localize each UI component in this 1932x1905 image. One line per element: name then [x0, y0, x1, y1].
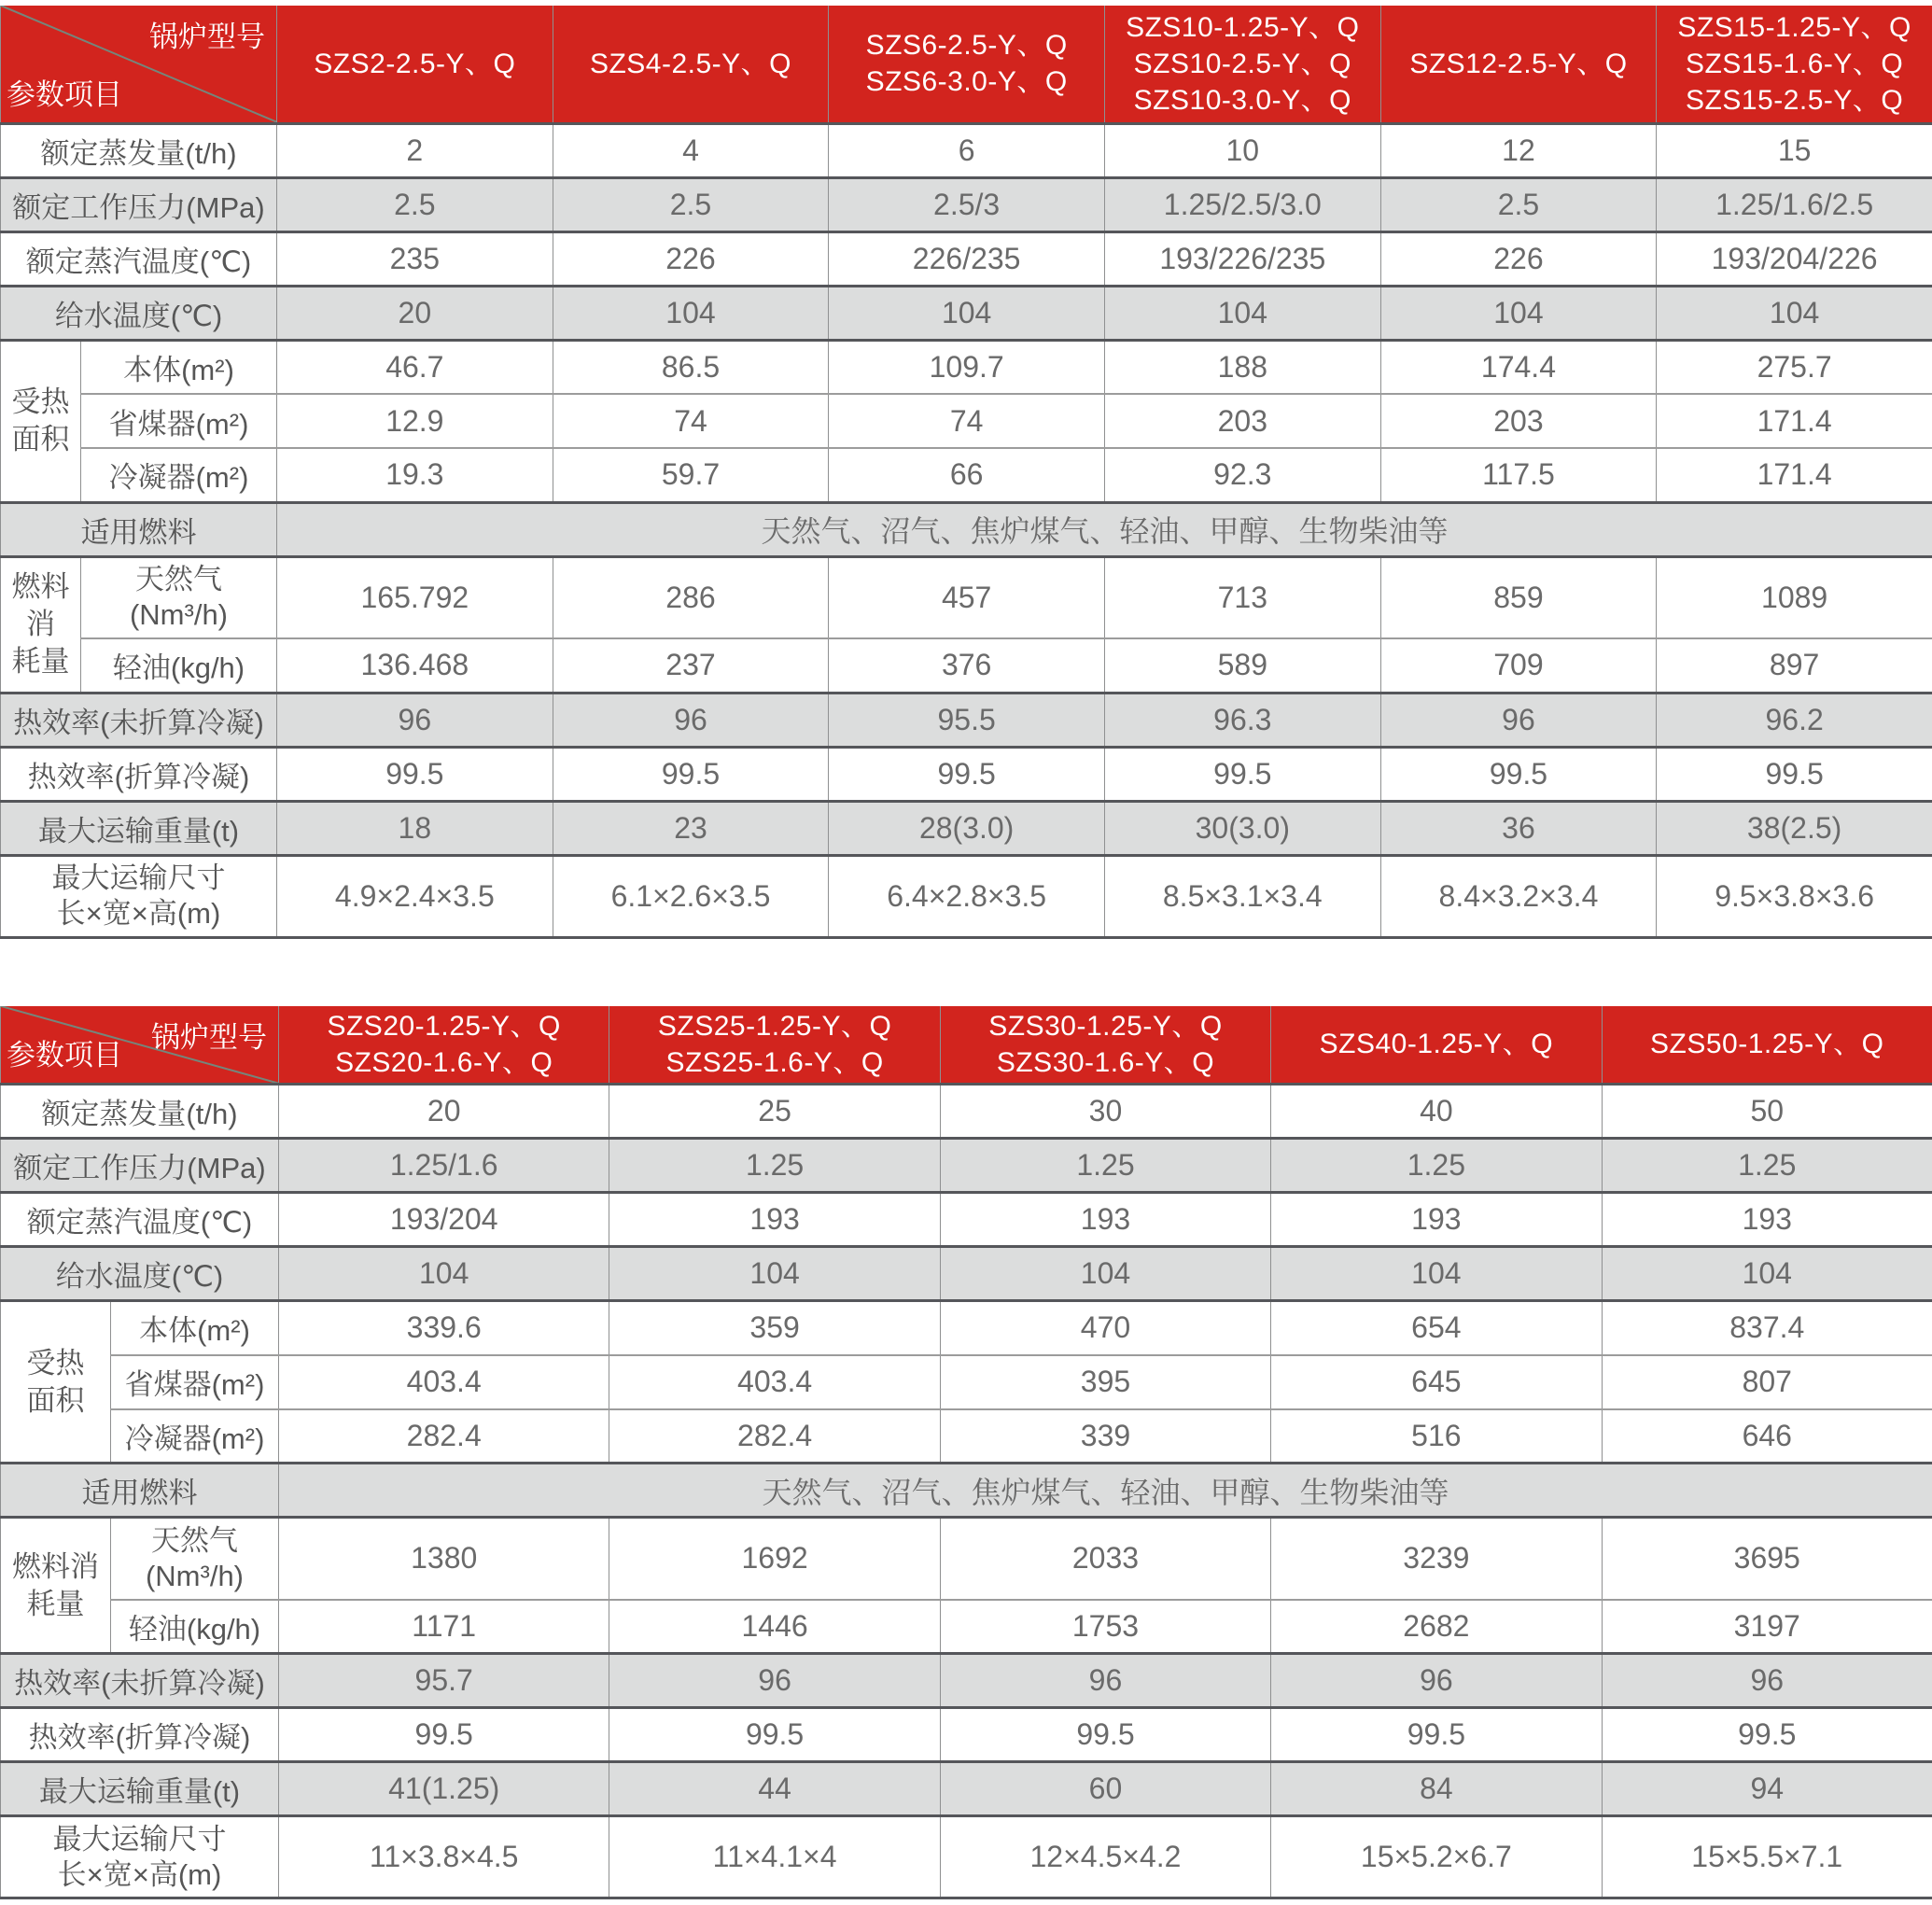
group-label-line: 受热 [26, 1346, 85, 1380]
subparam-label-cell [81, 394, 277, 448]
table-row [1, 747, 1932, 801]
value-cell: 96 [940, 1654, 1270, 1708]
table-subrow [1, 1518, 1932, 1600]
model-header-row [1, 1006, 1932, 1085]
value-cell: 226 [1380, 231, 1657, 286]
label-text: 给水温度(℃) [54, 299, 223, 332]
model-name-line: SZS50-1.25-Y、Q [1650, 1029, 1884, 1060]
table-row [1, 502, 1932, 556]
label-text: 热效率(未折算冷凝) [13, 706, 264, 739]
label-text: 适用燃料 [80, 515, 197, 549]
value-cell: 1.25/1.6 [279, 1139, 609, 1193]
value-cell: 6 [829, 123, 1105, 177]
value-cell: 457 [829, 556, 1105, 638]
value-cell: 188 [1104, 340, 1380, 394]
value-cell: 96 [277, 693, 553, 747]
param-label-cell [1, 1762, 279, 1816]
param-label-cell [1, 231, 277, 286]
value-cell: 654 [1271, 1301, 1602, 1355]
model-header-cell [277, 6, 553, 123]
model-name-line: SZS6-3.0-Y、Q [865, 66, 1068, 98]
value-cell: 193 [1602, 1193, 1932, 1247]
label-text: 热效率(折算冷凝) [28, 1721, 251, 1754]
value-cell: 38(2.5) [1657, 801, 1932, 855]
value-cell: 44 [609, 1762, 940, 1816]
value-cell: 645 [1271, 1355, 1602, 1409]
value-cell: 60 [940, 1762, 1270, 1816]
subparam-label-cell [111, 1409, 279, 1464]
model-name-line: SZS30-1.6-Y、Q [996, 1046, 1215, 1078]
value-cell: 403.4 [279, 1355, 609, 1409]
table-subrow [1, 1600, 1932, 1654]
label-text: 额定蒸汽温度(℃) [26, 1206, 253, 1239]
value-cell: 1.25 [940, 1139, 1270, 1193]
group-label-cell [1, 340, 81, 502]
model-header-cell [553, 6, 829, 123]
label-text: 额定蒸发量(t/h) [41, 1098, 238, 1130]
value-cell: 1.25/2.5/3.0 [1104, 177, 1380, 231]
table-row [1, 1464, 1932, 1518]
value-cell: 136.468 [277, 638, 553, 693]
value-cell: 96 [1380, 693, 1657, 747]
table-row [1, 693, 1932, 747]
table-subrow [1, 340, 1932, 394]
value-cell: 96.2 [1657, 693, 1932, 747]
model-name-line: SZS2-2.5-Y、Q [314, 48, 516, 79]
spec-table-szs2-to-szs15 [0, 6, 1932, 939]
model-header-row [1, 6, 1932, 123]
subparam-label-cell [111, 1600, 279, 1654]
value-cell: 235 [277, 231, 553, 286]
label-line: (Nm³/h) [129, 598, 229, 632]
param-label-cell [1, 1085, 279, 1139]
param-label-cell [1, 1464, 279, 1518]
model-header-cell [1657, 6, 1932, 123]
value-cell: 104 [940, 1247, 1270, 1301]
value-cell: 104 [1271, 1247, 1602, 1301]
value-cell: 1.25 [1271, 1139, 1602, 1193]
table-row [1, 1654, 1932, 1708]
label-line: 长×宽×高(m) [57, 1857, 222, 1891]
value-cell: 395 [940, 1355, 1270, 1409]
label-text: 热效率(折算冷凝) [27, 760, 250, 793]
value-cell: 8.4×3.2×3.4 [1380, 855, 1657, 937]
value-cell: 193/204/226 [1657, 231, 1932, 286]
value-cell: 4.9×2.4×3.5 [277, 855, 553, 937]
model-name-line: SZS15-1.6-Y、Q [1685, 48, 1904, 79]
param-label-cell [1, 123, 277, 177]
value-cell: 807 [1602, 1355, 1932, 1409]
value-cell: 203 [1104, 394, 1380, 448]
value-cell: 99.5 [940, 1708, 1270, 1762]
value-cell: 74 [829, 394, 1105, 448]
value-cell: 589 [1104, 638, 1380, 693]
value-cell: 109.7 [829, 340, 1105, 394]
value-cell: 516 [1271, 1409, 1602, 1464]
table-subrow [1, 448, 1932, 502]
table-row [1, 1247, 1932, 1301]
value-cell: 20 [279, 1085, 609, 1139]
value-cell: 470 [940, 1301, 1270, 1355]
value-cell: 2682 [1271, 1600, 1602, 1654]
subparam-label-cell [81, 340, 277, 394]
value-cell: 1.25/1.6/2.5 [1657, 177, 1932, 231]
value-cell: 104 [609, 1247, 940, 1301]
value-cell: 646 [1602, 1409, 1932, 1464]
value-cell: 1171 [279, 1600, 609, 1654]
model-name-line: SZS30-1.25-Y、Q [988, 1010, 1223, 1042]
value-cell: 50 [1602, 1085, 1932, 1139]
value-cell: 11×4.1×4 [609, 1816, 940, 1898]
value-cell: 99.5 [609, 1708, 940, 1762]
subparam-label-cell [81, 638, 277, 693]
value-cell: 96.3 [1104, 693, 1380, 747]
label-text: 本体(m²) [123, 353, 234, 386]
table-row [1, 1708, 1932, 1762]
table-subrow [1, 1301, 1932, 1355]
label-text: 额定工作压力(MPa) [12, 190, 265, 224]
label-line: (Nm³/h) [145, 1559, 245, 1592]
label-text: 本体(m²) [139, 1314, 250, 1348]
param-label-cell [1, 747, 277, 801]
corner-param-label: 参数项目 [7, 77, 122, 111]
value-cell: 96 [553, 693, 829, 747]
value-cell: 237 [553, 638, 829, 693]
param-label-cell [1, 1139, 279, 1193]
value-cell: 18 [277, 801, 553, 855]
table-row [1, 286, 1932, 340]
value-cell: 99.5 [1380, 747, 1657, 801]
model-name-line: SZS40-1.25-Y、Q [1319, 1029, 1554, 1060]
value-cell: 8.5×3.1×3.4 [1104, 855, 1380, 937]
param-label-cell [1, 855, 277, 937]
value-cell: 25 [609, 1085, 940, 1139]
value-cell: 12×4.5×4.2 [940, 1816, 1270, 1898]
value-cell: 84 [1271, 1762, 1602, 1816]
value-cell: 837.4 [1602, 1301, 1932, 1355]
value-cell: 193/204 [279, 1193, 609, 1247]
label-text: 轻油(kg/h) [128, 1612, 261, 1646]
value-cell: 74 [553, 394, 829, 448]
label-line: 长×宽×高(m) [56, 897, 221, 930]
value-cell: 171.4 [1657, 394, 1932, 448]
label-text: 额定蒸发量(t/h) [40, 136, 237, 170]
value-cell: 226 [553, 231, 829, 286]
group-label-line: 面积 [11, 423, 70, 455]
value-cell: 1.25 [1602, 1139, 1932, 1193]
value-cell: 226/235 [829, 231, 1105, 286]
value-cell: 104 [1602, 1247, 1932, 1301]
model-name-line: SZS15-2.5-Y、Q [1685, 84, 1904, 116]
value-cell: 99.5 [1271, 1708, 1602, 1762]
group-label-line: 耗量 [26, 1587, 85, 1620]
table-row [1, 123, 1932, 177]
label-line: 最大运输尺寸 [52, 1822, 227, 1856]
label-text: 最大运输重量(t) [37, 814, 240, 847]
param-label-cell [1, 693, 277, 747]
label-text: 轻油(kg/h) [112, 651, 245, 685]
value-cell: 282.4 [279, 1409, 609, 1464]
param-label-cell [1, 1654, 279, 1708]
value-cell: 174.4 [1380, 340, 1657, 394]
value-cell: 709 [1380, 638, 1657, 693]
model-header-cell [940, 1006, 1270, 1085]
corner-header-cell [1, 1006, 279, 1085]
fuel-span-cell: 天然气、沼气、焦炉煤气、轻油、甲醇、生物柴油等 [279, 1464, 1932, 1518]
value-cell: 12.9 [277, 394, 553, 448]
table-row [1, 177, 1932, 231]
value-cell: 193 [1271, 1193, 1602, 1247]
value-cell: 96 [1271, 1654, 1602, 1708]
param-label-cell [1, 1193, 279, 1247]
model-name-line: SZS10-2.5-Y、Q [1133, 48, 1351, 79]
table-row [1, 855, 1932, 937]
label-text: 冷凝器(m²) [108, 461, 249, 495]
label-text: 额定工作压力(MPa) [13, 1152, 266, 1184]
group-label-cell [1, 556, 81, 693]
value-cell: 40 [1271, 1085, 1602, 1139]
value-cell: 10 [1104, 123, 1380, 177]
table-subrow [1, 1355, 1932, 1409]
param-label-cell [1, 801, 277, 855]
label-line: 天然气 [151, 1523, 238, 1557]
fuel-span-cell: 天然气、沼气、焦炉煤气、轻油、甲醇、生物柴油等 [277, 502, 1932, 556]
label-text: 热效率(未折算冷凝) [14, 1667, 265, 1700]
param-label-cell [1, 286, 277, 340]
table-subrow [1, 556, 1932, 638]
table-subrow [1, 1409, 1932, 1464]
param-label-cell [1, 177, 277, 231]
value-cell: 9.5×3.8×3.6 [1657, 855, 1932, 937]
value-cell: 2.5/3 [829, 177, 1105, 231]
value-cell: 99.5 [1602, 1708, 1932, 1762]
value-cell: 6.4×2.8×3.5 [829, 855, 1105, 937]
value-cell: 23 [553, 801, 829, 855]
spec-table [0, 6, 1932, 939]
value-cell: 4 [553, 123, 829, 177]
model-name-line: SZS25-1.6-Y、Q [665, 1046, 884, 1078]
value-cell: 99.5 [553, 747, 829, 801]
value-cell: 6.1×2.6×3.5 [553, 855, 829, 937]
corner-param-label: 参数项目 [7, 1039, 122, 1072]
value-cell: 713 [1104, 556, 1380, 638]
value-cell: 12 [1380, 123, 1657, 177]
model-header-cell [609, 1006, 940, 1085]
value-cell: 46.7 [277, 340, 553, 394]
value-cell: 3239 [1271, 1518, 1602, 1600]
value-cell: 171.4 [1657, 448, 1932, 502]
model-name-line: SZS25-1.25-Y、Q [657, 1010, 892, 1042]
value-cell: 286 [553, 556, 829, 638]
value-cell: 95.7 [279, 1654, 609, 1708]
model-name-line: SZS12-2.5-Y、Q [1409, 48, 1628, 79]
table-subrow [1, 638, 1932, 693]
model-header-cell [1602, 1006, 1932, 1085]
value-cell: 282.4 [609, 1409, 940, 1464]
value-cell: 339.6 [279, 1301, 609, 1355]
subparam-label-cell [81, 448, 277, 502]
value-cell: 165.792 [277, 556, 553, 638]
value-cell: 66 [829, 448, 1105, 502]
group-label-line: 面积 [26, 1383, 85, 1417]
value-cell: 104 [279, 1247, 609, 1301]
value-cell: 1089 [1657, 556, 1932, 638]
value-cell: 193/226/235 [1104, 231, 1380, 286]
table-row [1, 1139, 1932, 1193]
value-cell: 275.7 [1657, 340, 1932, 394]
model-name-line: SZS10-1.25-Y、Q [1126, 11, 1360, 43]
param-label-cell [1, 502, 277, 556]
value-cell: 15 [1657, 123, 1932, 177]
value-cell: 117.5 [1380, 448, 1657, 502]
group-label-cell [1, 1518, 111, 1654]
param-label-cell [1, 1816, 279, 1898]
value-cell: 94 [1602, 1762, 1932, 1816]
label-text: 省煤器(m²) [108, 407, 249, 441]
value-cell: 15×5.5×7.1 [1602, 1816, 1932, 1898]
value-cell: 359 [609, 1301, 940, 1355]
group-label-line: 受热 [11, 385, 70, 418]
value-cell: 92.3 [1104, 448, 1380, 502]
value-cell: 30 [940, 1085, 1270, 1139]
value-cell: 897 [1657, 638, 1932, 693]
label-text: 给水温度(℃) [55, 1260, 224, 1293]
model-header-cell [1271, 1006, 1602, 1085]
label-line: 天然气 [135, 563, 222, 596]
value-cell: 1692 [609, 1518, 940, 1600]
value-cell: 1.25 [609, 1139, 940, 1193]
label-text: 冷凝器(m²) [124, 1422, 265, 1455]
value-cell: 193 [940, 1193, 1270, 1247]
value-cell: 2.5 [277, 177, 553, 231]
value-cell: 20 [277, 286, 553, 340]
corner-model-label: 锅炉型号 [151, 1020, 267, 1054]
model-header-cell [279, 1006, 609, 1085]
value-cell: 3695 [1602, 1518, 1932, 1600]
value-cell: 2033 [940, 1518, 1270, 1600]
value-cell: 11×3.8×4.5 [279, 1816, 609, 1898]
group-label-cell [1, 1301, 111, 1464]
value-cell: 193 [609, 1193, 940, 1247]
value-cell: 104 [1657, 286, 1932, 340]
table-row [1, 1085, 1932, 1139]
spec-table [0, 1006, 1932, 1900]
label-text: 额定蒸汽温度(℃) [25, 245, 252, 278]
value-cell: 3197 [1602, 1600, 1932, 1654]
corner-model-label: 锅炉型号 [149, 21, 265, 53]
group-label-line: 燃料消 [12, 1549, 99, 1583]
value-cell: 36 [1380, 801, 1657, 855]
value-cell: 99.5 [277, 747, 553, 801]
value-cell: 1380 [279, 1518, 609, 1600]
value-cell: 86.5 [553, 340, 829, 394]
value-cell: 59.7 [553, 448, 829, 502]
value-cell: 99.5 [1657, 747, 1932, 801]
subparam-label-cell [81, 556, 277, 638]
spec-table-szs20-to-szs50 [0, 1006, 1932, 1900]
value-cell: 99.5 [1104, 747, 1380, 801]
value-cell: 19.3 [277, 448, 553, 502]
value-cell: 376 [829, 638, 1105, 693]
model-name-line: SZS20-1.25-Y、Q [327, 1010, 561, 1042]
table-row [1, 801, 1932, 855]
value-cell: 15×5.2×6.7 [1271, 1816, 1602, 1898]
label-line: 最大运输尺寸 [51, 861, 226, 894]
value-cell: 2.5 [553, 177, 829, 231]
value-cell: 30(3.0) [1104, 801, 1380, 855]
value-cell: 99.5 [279, 1708, 609, 1762]
value-cell: 339 [940, 1409, 1270, 1464]
value-cell: 104 [553, 286, 829, 340]
value-cell: 41(1.25) [279, 1762, 609, 1816]
value-cell: 104 [829, 286, 1105, 340]
model-header-cell [829, 6, 1105, 123]
table-subrow [1, 394, 1932, 448]
value-cell: 1446 [609, 1600, 940, 1654]
model-header-cell [1380, 6, 1657, 123]
value-cell: 96 [1602, 1654, 1932, 1708]
value-cell: 96 [609, 1654, 940, 1708]
subparam-label-cell [111, 1355, 279, 1409]
value-cell: 2 [277, 123, 553, 177]
value-cell: 859 [1380, 556, 1657, 638]
model-name-line: SZS15-1.25-Y、Q [1677, 11, 1911, 43]
value-cell: 28(3.0) [829, 801, 1105, 855]
table-row [1, 1762, 1932, 1816]
table-row [1, 231, 1932, 286]
label-text: 适用燃料 [81, 1477, 198, 1509]
value-cell: 203 [1380, 394, 1657, 448]
value-cell: 99.5 [829, 747, 1105, 801]
table-row [1, 1193, 1932, 1247]
corner-header-cell [1, 6, 277, 123]
model-name-line: SZS20-1.6-Y、Q [335, 1046, 553, 1078]
value-cell: 104 [1380, 286, 1657, 340]
label-text: 最大运输重量(t) [38, 1775, 241, 1808]
model-name-line: SZS4-2.5-Y、Q [589, 48, 792, 79]
model-name-line: SZS6-2.5-Y、Q [865, 30, 1068, 62]
value-cell: 1753 [940, 1600, 1270, 1654]
group-label-line: 燃料消 [11, 570, 70, 640]
model-name-line: SZS10-3.0-Y、Q [1133, 84, 1351, 116]
model-header-cell [1104, 6, 1380, 123]
table-row [1, 1816, 1932, 1898]
value-cell: 2.5 [1380, 177, 1657, 231]
label-text: 省煤器(m²) [124, 1368, 265, 1401]
param-label-cell [1, 1708, 279, 1762]
subparam-label-cell [111, 1518, 279, 1600]
value-cell: 95.5 [829, 693, 1105, 747]
value-cell: 403.4 [609, 1355, 940, 1409]
value-cell: 104 [1104, 286, 1380, 340]
param-label-cell [1, 1247, 279, 1301]
group-label-line: 耗量 [11, 645, 70, 678]
subparam-label-cell [111, 1301, 279, 1355]
